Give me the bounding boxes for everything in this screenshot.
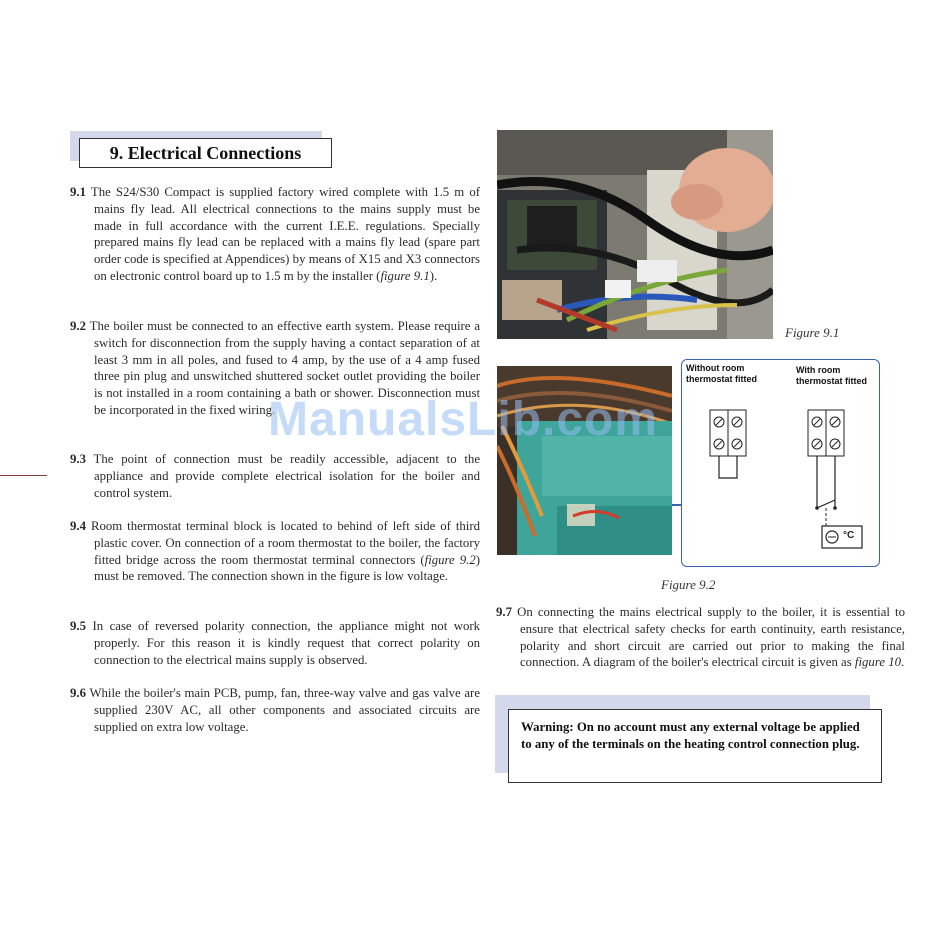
paragraph-text: The S24/S30 Compact is supplied factory wired complete with 1.5 m of mains fly lead. All electrical connections to the mains supply must be made in full accordance with the current I.E.E. regulations. Specially prepared mains fly lead can be replaced with a mains fly lead (spare part order code is specified at Appendices) by means of X15 and X3 connectors on electronic control board up to 1.5 m by the installer ( xyxy=(90,185,480,283)
paragraph-text: The point of connection must be readily accessible, adjacent to the appliance and provide complete electrical isolation for the boiler and control system. xyxy=(93,452,481,500)
paragraph-9-5 xyxy=(70,618,480,668)
paragraph-number: 9.3 xyxy=(70,452,86,466)
paragraph-text: The boiler must be connected to an effective earth system. Please require a switch for disconnection from the supply having a contact separation of at least 3 mm in all poles, and fused to 4 amp, by the use of a 4 amp fused three pin plug and unswitched shuttered socket outlet providing the boiler is not installed in a room containing a bath or shower. Disconnection must be incorporated in the fixed wiring. xyxy=(89,319,481,417)
paragraph-tail: . xyxy=(901,655,905,670)
paragraph-tail: ) must be removed. The connection shown in the figure is low voltage. xyxy=(94,552,480,584)
paragraph-9-7 xyxy=(496,604,905,671)
without-thermostat-label-line1: Without room xyxy=(686,363,745,373)
paragraph-number: 9.1 xyxy=(70,185,86,199)
paragraph-number: 9.5 xyxy=(70,619,86,633)
paragraph-number: 9.7 xyxy=(496,605,512,619)
thermostat-wiring-diagram xyxy=(681,359,880,567)
figure-reference: figure 9.2 xyxy=(424,552,476,567)
margin-rule xyxy=(0,475,47,476)
paragraph-text: While the boiler's main PCB, pump, fan, three-way valve and gas valve are supplied 230V AC, all other components and associated circuits are supplied on extra low voltage. xyxy=(89,686,481,734)
without-thermostat-label-line2: thermostat fitted xyxy=(686,374,758,384)
figure-9-1-caption: Figure 9.1 xyxy=(785,325,840,340)
warning-text: Warning: On no account must any external voltage be applied to any of the terminals on the heating control connection plug. xyxy=(521,720,860,751)
with-thermostat-label-line2: thermostat fitted xyxy=(796,376,868,386)
paragraph-9-1 xyxy=(70,184,480,285)
with-thermostat-label-line1: With room xyxy=(796,365,841,375)
watermark: ManualsLib.com xyxy=(268,393,659,446)
paragraph-number: 9.4 xyxy=(70,519,86,533)
paragraph-text: Room thermostat terminal block is located to behind of left side of third plastic cover. On connection of a room thermostat to the boiler, the factory fitted bridge across the room thermostat terminal connectors ( xyxy=(90,519,481,567)
paragraph-tail: ). xyxy=(429,268,438,283)
paragraph-9-4 xyxy=(70,518,480,585)
figure-reference: figure 10 xyxy=(854,655,902,670)
section-title: 9. Electrical Connections xyxy=(79,138,332,168)
figure-reference: figure 9.1 xyxy=(380,268,430,283)
paragraph-9-3 xyxy=(70,451,480,501)
paragraph-number: 9.6 xyxy=(70,686,86,700)
warning-box xyxy=(508,709,882,783)
paragraph-text: In case of reversed polarity connection, the appliance might not work properly. For this reason it is kindly request that correct polarity on connection to the electrical mains supply is observed. xyxy=(92,619,480,667)
figure-9-1-photo xyxy=(497,130,773,339)
thermostat-unit-label: °C xyxy=(843,530,855,541)
paragraph-number: 9.2 xyxy=(70,319,86,333)
paragraph-text: On connecting the mains electrical supply to the boiler, it is essential to ensure that electrical safety checks for earth continuity, earth resistance, polarity and short circuit are carried out prior to making the final connection. A diagram of the boiler's electrical circuit is given as xyxy=(517,605,905,670)
paragraph-9-6 xyxy=(70,685,480,735)
figure-9-2-caption: Figure 9.2 xyxy=(661,577,716,592)
